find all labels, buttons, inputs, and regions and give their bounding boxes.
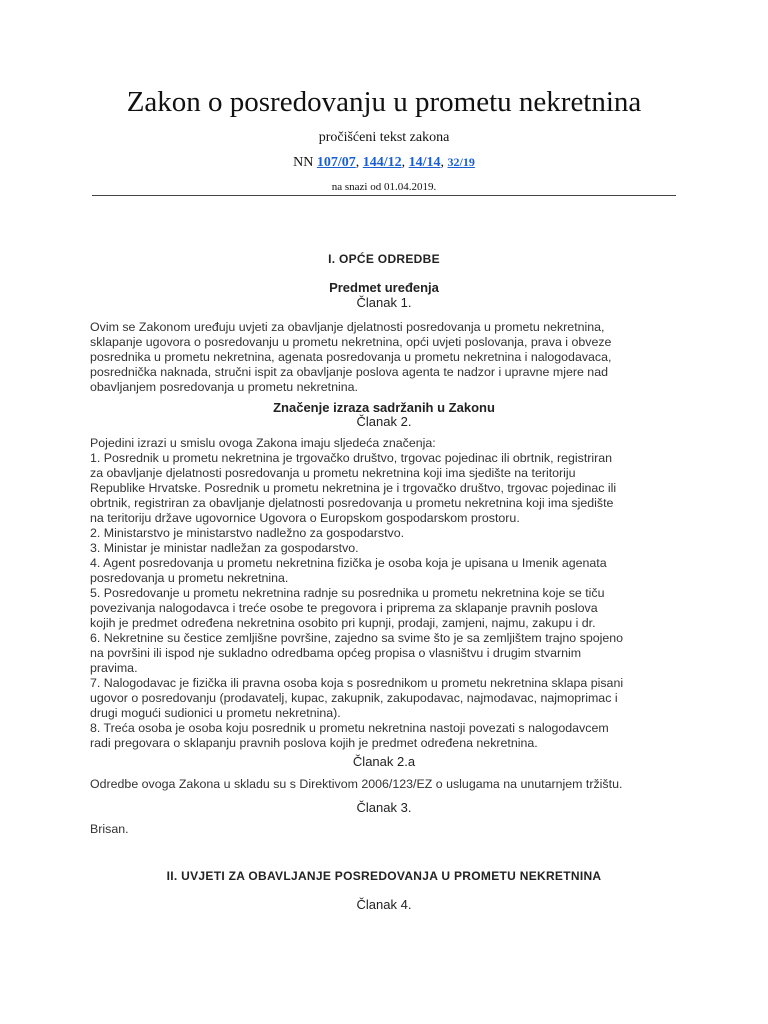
text-line: 5. Posredovanje u prometu nekretnina radnje su posrednika u prometu nekretnina koje se tiču	[90, 586, 605, 600]
text-line: sklapanje ugovora o posredovanju u prometu nekretnina, opći uvjeti poslovanja, prava i obveze	[90, 335, 612, 349]
clanak-3-text	[90, 822, 680, 837]
clanak-2a-text	[90, 777, 680, 792]
text-line: povezivanja nalogodavca i treće osobe te pregovora i priprema za sklapanje pravnih poslova	[90, 601, 598, 615]
text-line: za obavljanje djelatnosti posredovanja u prometu nekretnina koji ima sjedište na teritoriju	[90, 466, 576, 480]
text-line: Pojedini izrazi u smislu ovoga Zakona imaju sljedeća značenja:	[90, 436, 436, 450]
text-line: 7. Nalogodavac je fizička ili pravna osoba koja s posrednikom u prometu nekretnina sklapa pisani	[90, 676, 624, 690]
text-line: 2. Ministarstvo je ministarstvo nadležno za gospodarstvo.	[90, 526, 405, 540]
nn-references: NN 107/07, 144/12, 14/14, 32/19	[293, 155, 475, 170]
header-divider	[92, 195, 676, 196]
text-line: radi pregovara o sklapanju pravnih poslova kojih je predmet određena nekretnina.	[90, 736, 538, 750]
clanak-2-text	[90, 436, 680, 751]
nn-prefix: NN	[293, 155, 317, 170]
text-line: Odredbe ovoga Zakona u skladu su s Direktivom 2006/123/EZ o uslugama na unutarnjem tržištu.	[90, 777, 623, 791]
text-line: posrednička naknada, stručni ispit za obavljanje poslova agenta te nadzor i upravne mjere nad	[90, 365, 608, 379]
text-line: ugovor o posredovanju (prodavatelj, kupac, zakupnik, zakupodavac, najmodavac, najmoprimac i	[90, 691, 618, 705]
text-line: 3. Ministar je ministar nadležan za gospodarstvo.	[90, 541, 359, 555]
text-line: Ovim se Zakonom uređuju uvjeti za obavljanje djelatnosti posredovanja u prometu nekretnina,	[90, 320, 605, 334]
text-line: 4. Agent posredovanja u prometu nekretnina fizička je osoba koja je upisana u Imenik agenata	[90, 556, 607, 570]
text-line: drugi mogući sudionici u prometu nekretnina).	[90, 706, 341, 720]
text-line: 8. Treća osoba je osoba koju posrednik u prometu nekretnina nastoji povezati s nalogodavcem	[90, 721, 609, 735]
nn-link-32-19[interactable]: 32/19	[447, 155, 475, 169]
clanak-1-subheading: Predmet uređenja	[329, 280, 439, 295]
text-line: na površini ili ispod nje sukladno odredbama općeg propisa o vlasništvu i drugim stvarnim	[90, 646, 582, 660]
text-line: posrednika u prometu nekretnina, agenata posredovanja u prometu nekretnina i nalogodavaca,	[90, 350, 612, 364]
clanak-1-label: Članak 1.	[356, 295, 412, 310]
document-subtitle: pročišćeni tekst zakona	[318, 130, 450, 145]
clanak-2a-label: Članak 2.a	[352, 754, 416, 769]
text-line: pravima.	[90, 661, 138, 675]
nn-link-14-14[interactable]: 14/14	[408, 155, 441, 170]
text-line: Brisan.	[90, 822, 129, 836]
clanak-2-label: Članak 2.	[356, 414, 412, 429]
text-line: na teritoriju države ugovornice Ugovora o Europskom gospodarskom prostoru.	[90, 511, 520, 525]
text-line: Republike Hrvatske. Posrednik u prometu nekretnina je i trgovačko društvo, trgovac pojedinac ili	[90, 481, 617, 495]
section-heading-1: I. OPĆE ODREDBE	[328, 252, 440, 266]
document-title: Zakon o posredovanju u prometu nekretnina	[126, 86, 642, 118]
text-line: obrtnik, registriran za obavljanje djelatnosti posredovanja u prometu nekretnina koji ima sjedište	[90, 496, 614, 510]
clanak-3-label: Članak 3.	[356, 800, 412, 815]
text-line: 1. Posrednik u prometu nekretnina je trgovačko društvo, trgovac pojedinac ili obrtnik, registriran	[90, 451, 613, 465]
clanak-1-text	[90, 320, 680, 395]
text-line: obavljanjem posredovanja u prometu nekretnina.	[90, 380, 358, 394]
text-line: 6. Nekretnine su čestice zemljišne površine, zajedno sa svime što je sa zemljištem trajno spojeno	[90, 631, 624, 645]
text-line: posredovanja u prometu nekretnina.	[90, 571, 289, 585]
text-line: kojih je predmet određena nekretnina osobito pri kupnji, prodaji, zamjeni, najmu, zakupu i dr.	[90, 616, 596, 630]
section-heading-2: II. UVJETI ZA OBAVLJANJE POSREDOVANJA U PROMETU NEKRETNINA	[166, 869, 602, 883]
clanak-4-label: Članak 4.	[356, 897, 412, 912]
in-force-date: na snazi od 01.04.2019.	[331, 181, 437, 193]
nn-link-107-07[interactable]: 107/07	[316, 155, 356, 170]
nn-link-144-12[interactable]: 144/12	[362, 155, 402, 170]
clanak-2-subheading: Značenje izraza sadržanih u Zakonu	[273, 400, 495, 415]
